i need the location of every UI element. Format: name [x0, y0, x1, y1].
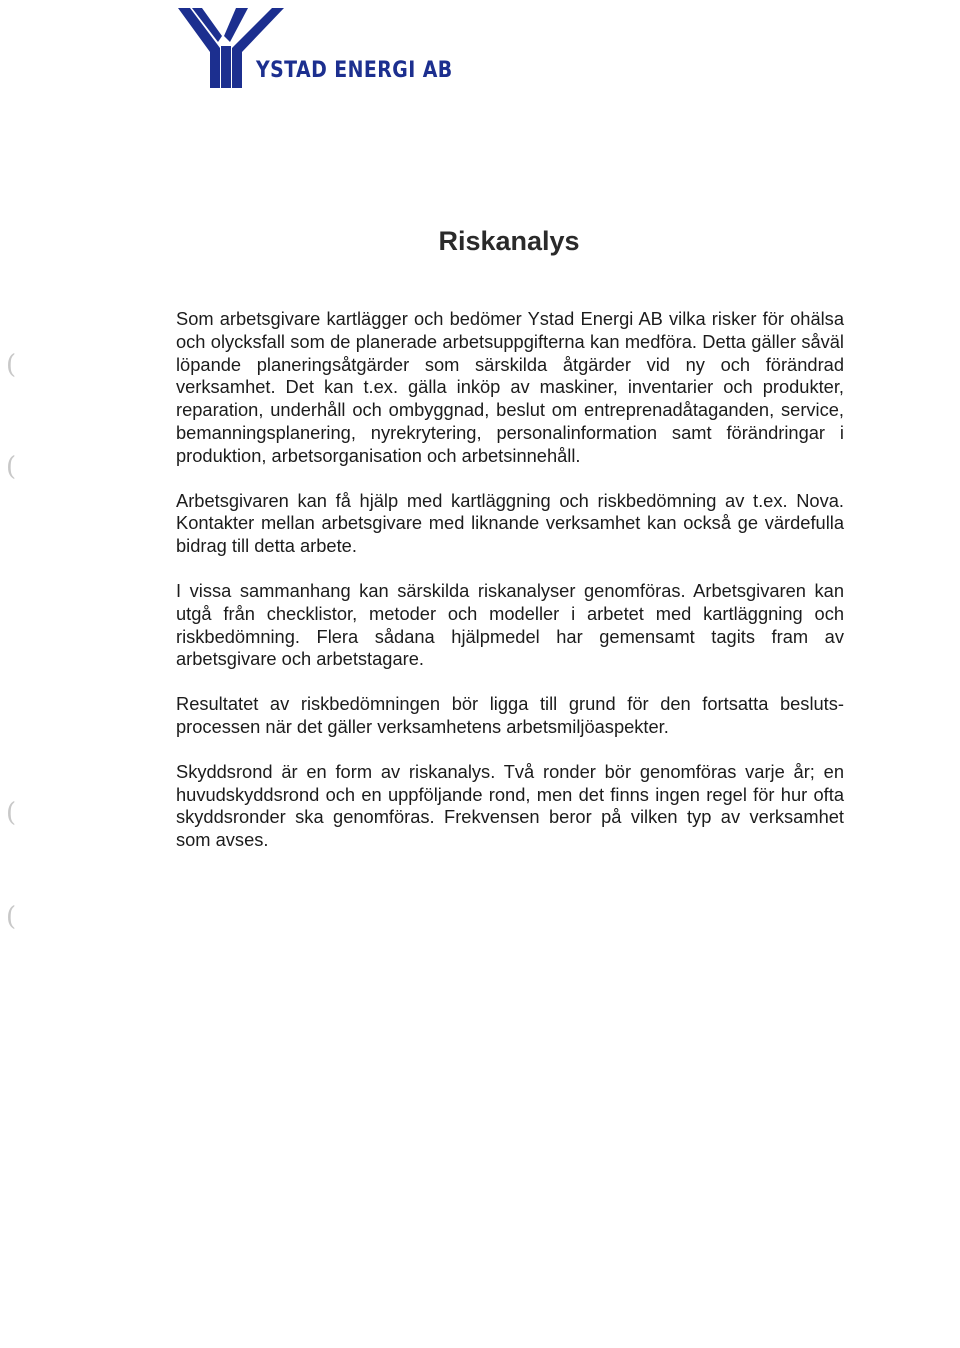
company-logo [176, 6, 453, 92]
paragraph: Resultatet av riskbedömningen bör ligga till grund för den fortsatta besluts-processen när det gäller verksamhetens arbetsmiljöaspekter. [176, 693, 844, 737]
page-title: Riskanalys [438, 226, 580, 256]
punch-hole-mark: ( [6, 350, 17, 380]
paragraph: I vissa sammanhang kan särskilda riskanalyser genomföras. Arbetsgivaren kan utgå från checklistor, metoder och modeller i arbetet med kartläggning och riskbedömning. Flera sådana hjälpmedel har gemensamt tagits fram av arbetsgivare och arbetstagare. [176, 579, 844, 670]
paragraph: Som arbetsgivare kartlägger och bedömer Ystad Energi AB vilka risker för ohälsa och olycksfall som de planerade arbetsuppgifterna kan medföra. Detta gäller såväl löpande planeringsåtgärder som särskilda åtgärder vid ny och förändrad verksamhet. Det kan t.ex. gälla inköp av maskiner, inventarier och produkter, reparation, underhåll och ombyggnad, beslut om entreprenadåtaganden, service, bemanningsplanering, nyrekrytering, personalinformation samt förändringar i produktion, arbetsorganisation och arbetsinnehåll. [176, 308, 844, 466]
paragraph: Arbetsgivaren kan få hjälp med kartläggning och riskbedömning av t.ex. Nova. Kontakter mellan arbetsgivare med liknande verksamhet kan också ge värdefulla bidrag till detta arbete. [176, 489, 844, 557]
document-body [176, 308, 844, 874]
punch-hole-mark: ( [6, 902, 17, 932]
punch-hole-mark: ( [6, 798, 17, 828]
paragraph: Skyddsrond är en form av riskanalys. Två ronder bör genomföras varje år; en huvudskyddsrond och en uppföljande rond, men det finns ingen regel för hur ofta skyddsronder ska genomföras. Frekvensen beror på vilken typ av verksamhet som avses. [176, 760, 844, 851]
punch-hole-mark: ( [6, 452, 17, 482]
company-name: YSTAD ENERGI AB [256, 58, 453, 83]
